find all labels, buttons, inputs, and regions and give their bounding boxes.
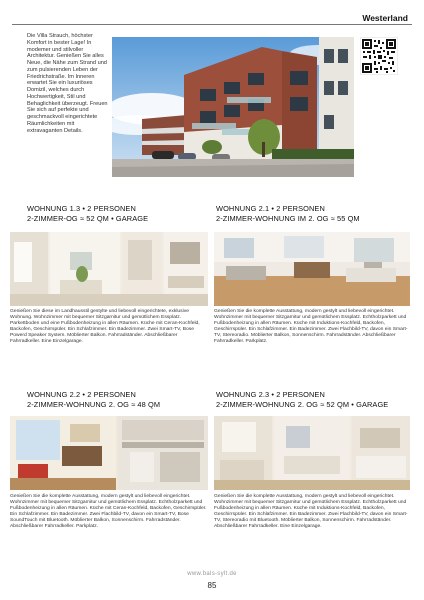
intro-text: Die Villa Strauch, höchster Komfort in bester Lage! In modemer und stilvoller Architektur. Genießen Sie alles Neue, die Nähe zum Strand und zum pulsierenden Leben der Friedrichstraße. Im Inneren erwartet Sie ein luxuriöses Domizil, welches durch Hochwertigkeit, Stil und Behaglichkeit überzeugt. Freuen Sie sich auf perfekte und geschmackvoll eingerichtete Räumlichkeiten mit extravaganten Details. <box>27 33 108 134</box>
header-rule <box>12 24 412 25</box>
apartment-2-2-photo <box>10 416 208 490</box>
apartment-2-1-description: Genießen Sie die komplette Ausstattung, modern gestylt und liebevoll eingerichtet. Wohnzimmer mit bequemer Sitzgarnitur und gemütlichem Essplatz. Echtholzparkett und Fußbodenheizung in allen Räumen. Küche mit Induktions-Kochfeld, Backofen, Geschirrspüler. Ein Schlafzimmer. Ein Badezimmer. Zwei Flachbild-TV, davon ein Smart-TV, Stereoradio. Möblierter Balkon, Sonnenschirm. Fahrradständer. Abschließbarer Fahrradkeller. Parkplatz. <box>214 309 408 345</box>
apartment-2-3-title-line2: 2-ZIMMER-WOHNUNG 2. OG ≈ 52 QM • GARAGE <box>216 399 389 409</box>
apartment-2-1-title-line2: 2-ZIMMER-WOHNUNG IM 2. OG ≈ 55 QM <box>216 213 360 223</box>
apartment-2-2-title-line2: 2-ZIMMER-WOHNUNG 2. OG ≈ 48 QM <box>27 399 161 409</box>
apartment-2-2-title-line1: WOHNUNG 2.2 • 2 PERSONEN <box>27 390 136 399</box>
apartment-1-3-title-line1: WOHNUNG 1.3 • 2 PERSONEN <box>27 204 136 213</box>
apartment-2-3-description: Genießen Sie die komplette Ausstattung, modern gestylt und liebevoll eingerichtet. Wohnzimmer mit bequemer Sitzgarnitur und gemütlichem Essplatz. Echtholzparkett und Fußbodenheizung in allen Räumen. Küche mit Induktions-Kochfeld, Backofen, Geschirrspüler. Ein Schlafzimmer. Ein Badezimmer. Zwei Flachbild-TV, davon ein Smart-TV, Stereoradio mit Bluetooth. Möblierter Balkon, Sonnenschirm. Fahrradständer. Abschließbarer Fahrradkeller. Eine Einzelgarage. <box>214 494 408 530</box>
apartment-2-1-photo <box>214 232 410 306</box>
apartment-2-3-title <box>216 390 416 409</box>
apartment-1-3-title-line2: 2-ZIMMER-OG ≈ 52 QM • GARAGE <box>27 213 149 223</box>
page-header <box>12 11 412 25</box>
building-photo <box>112 37 354 177</box>
apartment-2-2-title <box>27 390 217 409</box>
apartment-2-1-title <box>216 204 416 223</box>
website-url[interactable]: www.bals-sylt.de <box>187 571 237 577</box>
apartment-1-3-description: Genießen Sie diese im Landhausstil gestylte und liebevoll eingerichtete, exklusive Wohnung. Wohnzimmer mit bequemer Sitzgarnitur und gemütlichem Essplatz. Parkettboden und eine Fußbodenheizung in allen Räumen. Küche mit Ceran-Kochfeld, Backofen, Geschirrspüler. Ein Schlafzimmer. Ein Badezimmer. Zwei Smart-TV, Bose Powerd Speaker System. Möblierter Balkon. Fahrradständer. Abschließbarer Fahrradkeller. Eine Einzelgarage. <box>10 309 200 345</box>
apartment-2-3-title-line1: WOHNUNG 2.3 • 2 PERSONEN <box>216 390 325 399</box>
apartment-2-3-photo <box>214 416 410 490</box>
apartment-1-3-title <box>27 204 217 223</box>
page-title: Westerland <box>362 13 408 23</box>
page-number: 85 <box>207 581 217 590</box>
apartment-1-3-photo <box>10 232 208 306</box>
apartment-2-1-title-line1: WOHNUNG 2.1 • 2 PERSONEN <box>216 204 325 213</box>
qr-code[interactable] <box>360 37 398 75</box>
apartment-2-2-description: Genießen Sie die komplette Ausstattung, modern gestylt und liebevoll eingerichtet. Wohnzimmer mit bequemer Sitzgarnitur und gemütlichem Essplatz. Echtholzparkett und Fußbodenheizung in allen Räumen. Küche mit Ceran-Kochfeld, Backofen, Geschirrspüler. Ein Schlafzimmer. Ein Badezimmer. Zwei Flachbild-TV, davon ein Smart-TV, Bose SoundTouch mit Bluetooth. Möblierter Balkon, Sonnenschirm. Fahrradständer. Abschließbarer Fahrradkeller. Parkplatz. <box>10 494 207 530</box>
